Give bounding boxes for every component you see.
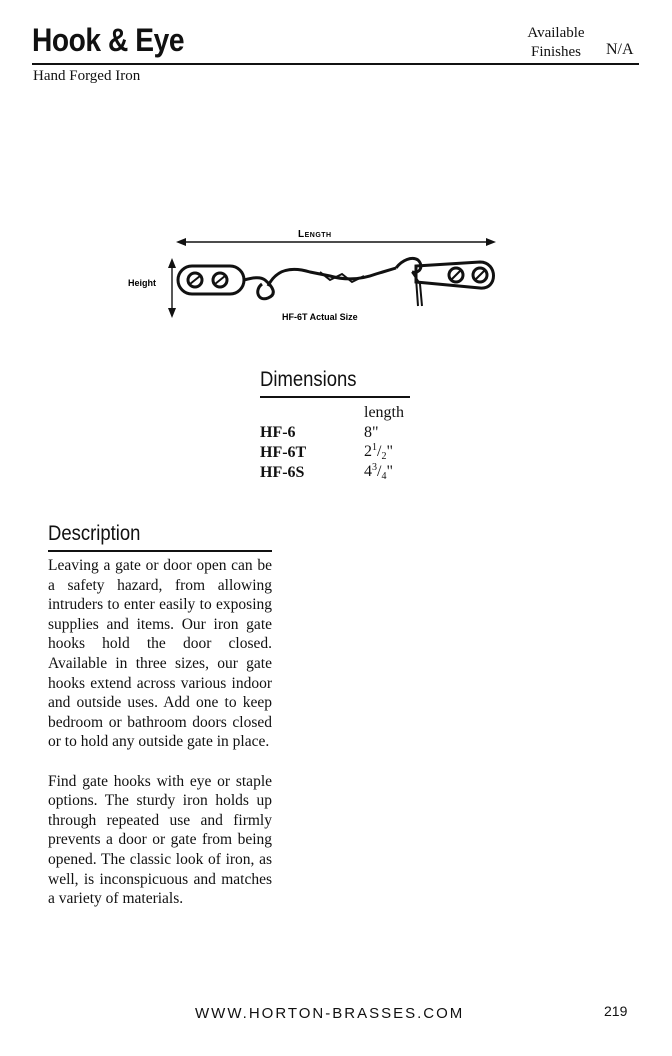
finishes-label-line1: Available (527, 25, 585, 41)
hook-plate (416, 262, 494, 288)
description-body (48, 556, 272, 928)
dimensions-table (260, 402, 424, 482)
table-row (260, 462, 424, 482)
model-name: HF-6 (260, 424, 296, 441)
page-subtitle: Hand Forged Iron (33, 68, 141, 84)
length-value: $2^1/_2$" (364, 442, 393, 462)
footer-website: WWW.HORTON-BRASSES.COM (195, 1005, 465, 1022)
finishes-label-line2: Finishes (530, 44, 581, 60)
description-heading: Description (48, 522, 141, 545)
description-divider (48, 550, 272, 552)
length-arrow (176, 238, 496, 246)
column-header-length: length (364, 404, 404, 421)
description-paragraph: Leaving a gate or door open can be a safety hazard, from allowing intruders to enter easily to exposing supplies and items. Our iron gate hooks hold the door closed. Available in three sizes, our gate hooks extend across various indoor and outside uses. Add one to keep bedroom or bathroom doors closed or to hold any outside gate in place. (48, 557, 272, 751)
hook-shank (268, 268, 396, 286)
length-value: $4^3/_4$" (364, 462, 393, 482)
diagram-caption: HF-6T Actual Size (282, 312, 358, 322)
description-paragraph: Find gate hooks with eye or staple options. The sturdy iron holds up through repeated use and firmly prevents a door or gate from being opened. The classic look of iron, as well, is inconspicuous and matches a variety of materials. (48, 772, 272, 908)
page-title: Hook & Eye (32, 22, 185, 58)
height-label: Height (128, 278, 156, 288)
eye-plate (178, 266, 244, 294)
model-name: HF-6T (260, 444, 307, 461)
dimensions-header-row (260, 402, 424, 422)
page-number: 219 (604, 1003, 628, 1019)
height-arrow (168, 258, 176, 318)
length-value: 8" (364, 424, 379, 441)
finishes-value: N/A (606, 41, 634, 58)
hook-and-eye-diagram (120, 222, 520, 332)
eye-loop (244, 278, 273, 299)
table-row (260, 442, 424, 462)
header-divider (32, 63, 639, 65)
length-label: Length (298, 229, 332, 240)
dimensions-divider (260, 396, 410, 398)
dimensions-heading: Dimensions (260, 368, 357, 391)
model-name: HF-6S (260, 464, 305, 481)
finishes-label (520, 24, 592, 62)
table-row (260, 422, 424, 442)
